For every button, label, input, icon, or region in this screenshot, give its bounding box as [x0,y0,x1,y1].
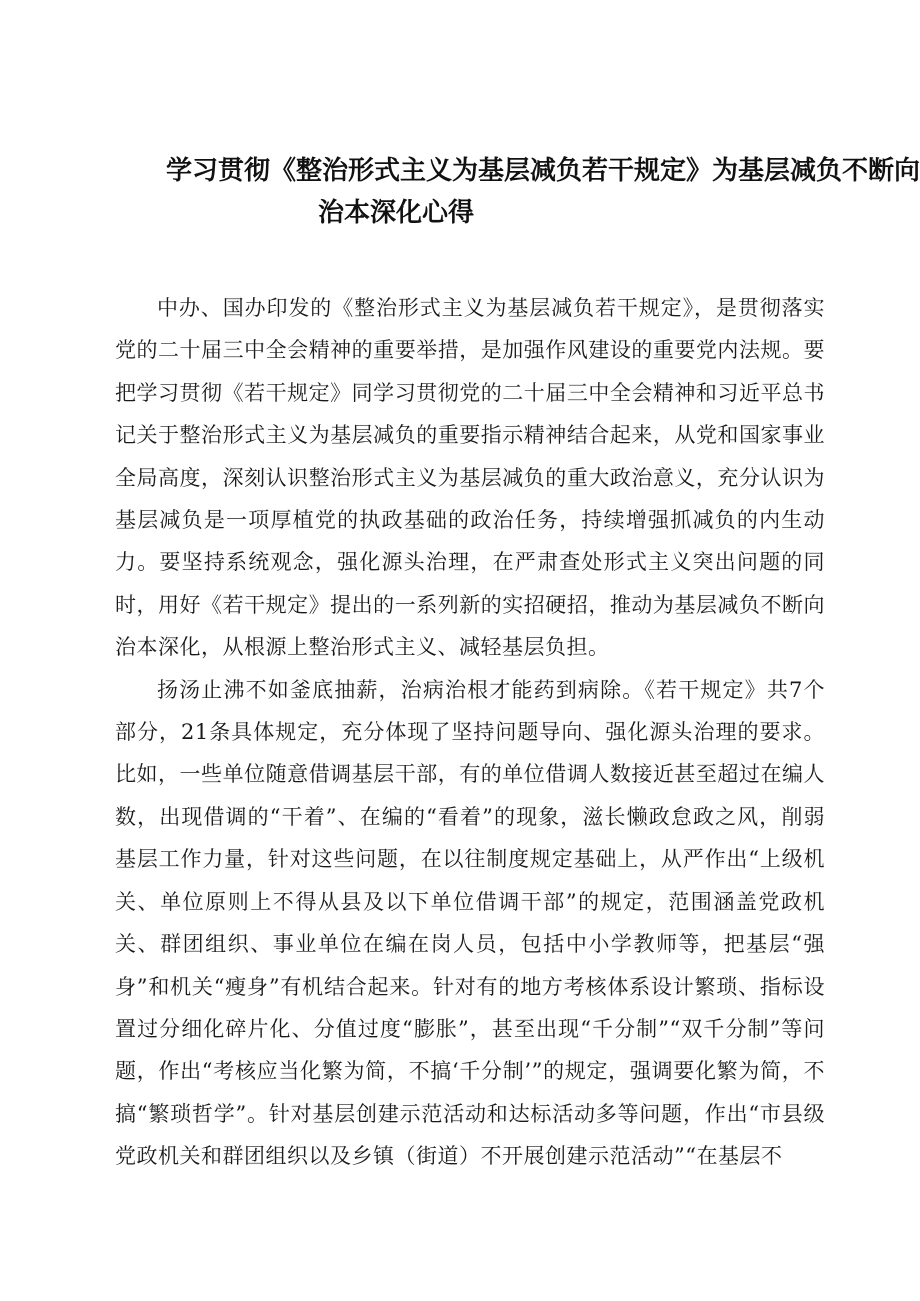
paragraph-2: 扬汤止沸不如釜底抽薪，治病治根才能药到病除。《若干规定》共7个部分，21条具体规定，充分体现了坚持问题导向、强化源头治理的要求。比如，一些单位随意借调基层干部，有的单位借调人数接近甚至超过在编人数，出现借调的“干着”、在编的“看着”的现象，滋长懒政怠政之风，削弱基层工作力量，针对这些问题，在以往制度规定基础上，从严作出“上级机关、单位原则上不得从县及以下单位借调干部”的规定，范围涵盖党政机关、群团组织、事业单位在编在岗人员，包括中小学教师等，把基层“强身”和机关“瘦身”有机结合起来。针对有的地方考核体系设计繁琐、指标设置过分细化碎片化、分值过度“膨胀”，甚至出现“千分制”“双千分制”等问题，作出“考核应当化繁为简，不搞‘千分制’”的规定，强调要化繁为简，不搞“繁琐哲学”。针对基层创建示范活动和达标活动多等问题，作出“市县级党政机关和群团组织以及乡镇（街道）不开展创建示范活动”“在基层不 [115,677,825,1169]
document-body [115,287,825,1178]
title-line-1: 学习贯彻《整治形式主义为基层减负若干规定》为基层减负不断向 [166,156,920,186]
document-title [118,150,920,234]
paragraph-1: 中办、国办印发的《整治形式主义为基层减负若干规定》，是贯彻落实党的二十届三中全会精神的重要举措，是加强作风建设的重要党内法规。要把学习贯彻《若干规定》同学习贯彻党的二十届三中全会精神和习近平总书记关于整治形式主义为基层减负的重要指示精神结合起来，从党和国家事业全局高度，深刻认识整治形式主义为基层减负的重大政治意义，充分认识为基层减负是一项厚植党的执政基础的政治任务，持续增强抓减负的内生动力。要坚持系统观念，强化源头治理，在严肃查处形式主义突出问题的同时，用好《若干规定》提出的一系列新的实招硬招，推动为基层减负不断向治本深化，从根源上整治形式主义、减轻基层负担。 [115,296,825,660]
title-line-2: 治本深化心得 [318,198,475,228]
